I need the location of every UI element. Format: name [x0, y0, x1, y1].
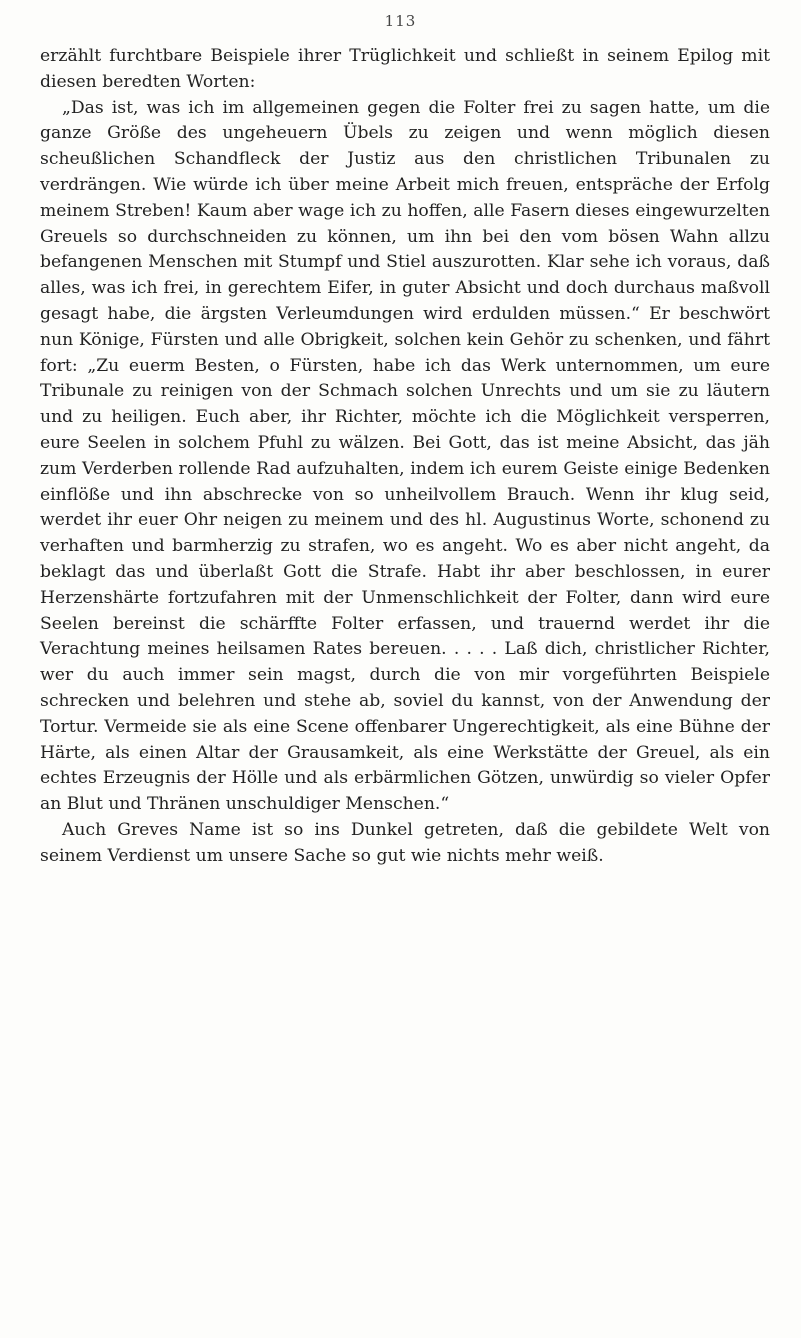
- paragraph-quote: „Das ist, was ich im allgemeinen gegen die Folter frei zu sagen hatte, um die ganze Größe des ungeheuern Übels zu zeigen und wenn möglich diesen scheußlichen Schandfleck der Justiz aus den christlichen Tribunalen zu verdrängen. Wie würde ich über meine Arbeit mich freuen, entspräche der Erfolg meinem Streben! Kaum aber wage ich zu hoffen, alle Fasern dieses eingewurzelten Greuels so durchschneiden zu können, um ihn bei den vom bösen Wahn allzu befangenen Menschen mit Stumpf und Stiel auszurotten. Klar sehe ich voraus, daß alles, was ich frei, in gerechtem Eifer, in guter Absicht und doch durchaus maßvoll gesagt habe, die ärgsten Verleumdungen wird erdulden müssen.“ Er beschwört nun Könige, Fürsten und alle Obrigkeit, solchen kein Gehör zu schenken, und fährt fort: „Zu euerm Besten, o Fürsten, habe ich das Werk unternommen, um eure Tribunale zu reinigen von der Schmach solchen Unrechts und um sie zu läutern und zu heiligen. Euch aber, ihr Richter, möchte ich die Möglichkeit versperren, eure Seelen in solchem Pfuhl zu wälzen. Bei Gott, das ist meine Absicht, das jäh zum Verderben rollende Rad aufzuhalten, indem ich eurem Geiste einige Bedenken einflöße und ihn abschrecke von so unheilvollem Brauch. Wenn ihr klug seid, werdet ihr euer Ohr neigen zu meinem und des hl. Augustinus Worte, schonend zu verhaften und barmherzig zu strafen, wo es angeht. Wo es aber nicht angeht, da beklagt das und überlaßt Gott die Strafe. Habt ihr aber beschlossen, in eurer Herzenshärte fortzufahren mit der Unmenschlichkeit der Folter, dann wird eure Seelen bereinst die schärffte Folter erfassen, und trauernd werdet ihr die Verachtung meines heilsamen Rates bereuen. . . . . Laß dich, christlicher Richter, wer du auch immer sein magst, durch die von mir vorgeführten Beispiele schrecken und belehren und stehe ab, soviel du kannst, von der Anwendung der Tortur. Vermeide sie als eine Scene offenbarer Ungerechtigkeit, als eine Bühne der Härte, als einen Altar der Grausamkeit, als eine Werkstätte der Greuel, als ein echtes Erzeugnis der Hölle und als erbärmlichen Götzen, unwürdig so vieler Opfer an Blut und Thränen unschuldiger Menschen.“: [40, 97, 770, 815]
- paragraph: erzählt furchtbare Beispiele ihrer Trüglichkeit und schließt in seinem Epilog mit diesen beredten Worten:: [40, 46, 770, 92]
- page-number: 113: [384, 12, 417, 30]
- body-text: [40, 44, 770, 870]
- paragraph: Auch Greves Name ist so ins Dunkel getreten, daß die gebildete Welt von seinem Verdienst um unsere Sache so gut wie nichts mehr weiß.: [40, 819, 770, 866]
